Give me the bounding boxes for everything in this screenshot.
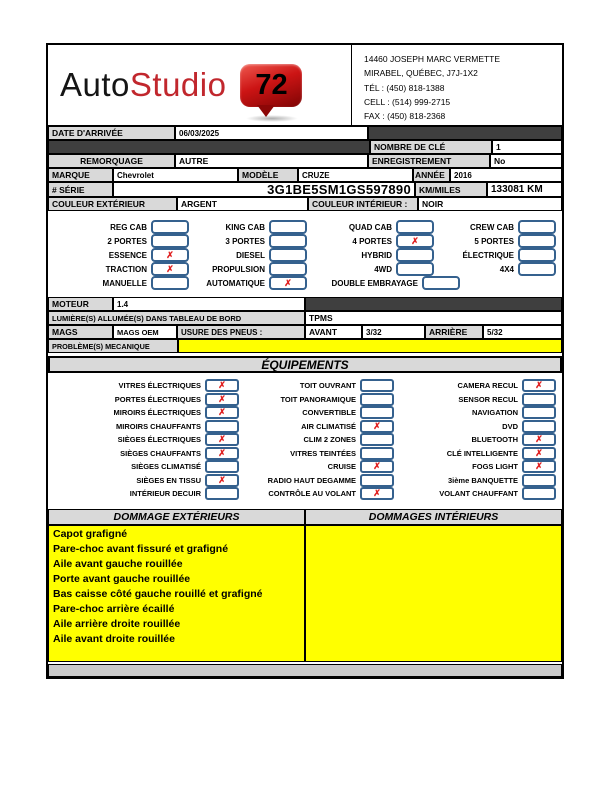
option-label: SIÈGES EN TISSU <box>136 475 201 485</box>
x-mark: ✗ <box>411 235 419 246</box>
hybrid-checkbox[interactable] <box>396 248 434 262</box>
row-problemes-mecanique <box>48 339 562 353</box>
option-row <box>440 234 562 248</box>
miroirs-chauffants-checkbox[interactable] <box>205 420 239 433</box>
option-row <box>48 474 245 488</box>
option-label: INTÉRIEUR DECUIR <box>129 489 201 499</box>
option-row <box>195 248 313 262</box>
option-label: SIÈGES CHAUFFANTS <box>120 448 201 458</box>
option-label: AIR CLIMATISÉ <box>301 421 356 431</box>
interieur-de-cuir-checkbox[interactable] <box>205 487 239 500</box>
x-mark: ✗ <box>535 380 543 391</box>
equipements-title: ÉQUIPEMENTS <box>48 356 562 373</box>
crew-cab-checkbox[interactable] <box>518 220 556 234</box>
option-label: TOIT OUVRANT <box>299 381 356 391</box>
dvd-checkbox[interactable] <box>522 420 556 433</box>
option-label: 4 PORTES <box>352 236 392 246</box>
option-label: CONTRÔLE AU VOLANT <box>268 489 356 499</box>
sensor-recul-checkbox[interactable] <box>522 393 556 406</box>
option-label: CLÉ INTELLIGENTE <box>446 448 518 458</box>
damage-line: Aile avant gauche rouillée <box>53 557 183 570</box>
usure-pneus-label: USURE DES PNEUS : <box>177 325 305 339</box>
option-row <box>48 420 245 434</box>
option-row <box>400 487 562 501</box>
annee-value[interactable]: 2016 <box>450 168 562 182</box>
option-label: ÉLECTRIQUE <box>462 250 514 260</box>
couleur-int-label: COULEUR INTÉRIEUR : <box>308 197 418 211</box>
king-cab-checkbox[interactable] <box>269 220 307 234</box>
x-mark: ✗ <box>284 277 292 288</box>
logo-text-studio: Studio <box>129 66 227 103</box>
option-label: MANUELLE <box>102 278 147 288</box>
option-label: AUTOMATIQUE <box>206 278 265 288</box>
form-header <box>48 45 562 126</box>
x-mark: ✗ <box>373 461 381 472</box>
damage-line: Pare-choc avant fissuré et grafigné <box>53 542 229 555</box>
lumieres-value[interactable]: TPMS <box>305 311 562 325</box>
enregistrement-value[interactable]: No <box>490 154 562 168</box>
navigation-checkbox[interactable] <box>522 406 556 419</box>
problemes-label: PROBLÈME(S) MECANIQUE <box>48 339 178 353</box>
option-row <box>440 248 562 262</box>
nombre-cle-label: NOMBRE DE CLÉ <box>370 140 492 154</box>
remorquage-value[interactable]: AUTRE <box>175 154 368 168</box>
option-row <box>195 234 313 248</box>
date-arrivee-label: DATE D'ARRIVÉE <box>48 126 175 140</box>
option-label: RADIO HAUT DEGAMME <box>267 475 356 485</box>
vehicle-inspection-form <box>46 43 564 679</box>
km-value[interactable]: 133081 KM <box>487 182 562 197</box>
clim-2-zones-checkbox[interactable] <box>360 433 394 446</box>
cell-line: CELL : (514) 999-2715 <box>364 96 451 107</box>
option-label: TOIT PANORAMIQUE <box>280 394 356 404</box>
toit-panoramique-checkbox[interactable] <box>360 393 394 406</box>
logo-wordmark <box>60 66 226 104</box>
row-moteur <box>48 297 562 311</box>
sieges-climatise-checkbox[interactable] <box>205 460 239 473</box>
option-row <box>48 487 245 501</box>
option-row <box>195 220 313 234</box>
row-lumieres <box>48 311 562 325</box>
option-label: SIÈGES ÉLECTRIQUES <box>117 435 201 445</box>
option-label: VITRES ÉLECTRIQUES <box>118 381 201 391</box>
electrique-checkbox[interactable] <box>518 248 556 262</box>
option-label: REG CAB <box>110 222 147 232</box>
couleur-int-value[interactable]: NOIR <box>418 197 562 211</box>
x-mark: ✗ <box>218 380 226 391</box>
automatique-checkbox[interactable] <box>269 276 307 290</box>
address-line: MIRABEL, QUÉBEC, J7J-1X2 <box>364 68 478 79</box>
row-nombre-cle <box>48 140 562 154</box>
phone-line: TÉL : (450) 818-1388 <box>364 82 445 93</box>
x-mark: ✗ <box>166 249 174 260</box>
option-label: 4X4 <box>499 264 514 274</box>
km-label: KM/MILES <box>415 182 487 197</box>
config-col-2 <box>195 220 313 290</box>
option-label: CREW CAB <box>470 222 514 232</box>
option-row <box>245 487 400 501</box>
option-label: QUAD CAB <box>348 222 392 232</box>
lumieres-label: LUMIÈRE(S) ALLUMÉE(S) DANS TABLEAU DE BORD <box>48 311 305 325</box>
damage-headers <box>48 509 562 525</box>
option-label: HYBRID <box>361 250 392 260</box>
filler-cell <box>48 140 370 154</box>
option-label: SENSOR RECUL <box>458 394 518 404</box>
option-label: 3ième BANQUETTE <box>447 475 518 485</box>
logo <box>48 45 352 125</box>
modele-value[interactable]: CRUZE <box>298 168 413 182</box>
couleur-ext-label: COULEUR EXTÉRIEUR <box>48 197 177 211</box>
option-label: 4WD <box>374 264 392 274</box>
quad-cab-checkbox[interactable] <box>396 220 434 234</box>
x-mark: ✗ <box>535 461 543 472</box>
option-label: MIROIRS CHAUFFANTS <box>116 421 201 431</box>
nombre-cle-value[interactable]: 1 <box>492 140 562 154</box>
option-row <box>48 234 195 248</box>
option-row <box>245 460 400 474</box>
option-row <box>313 262 440 276</box>
logo-badge-number: 72 <box>255 68 288 101</box>
option-row <box>245 447 400 461</box>
reg-cab-checkbox[interactable] <box>151 220 189 234</box>
damage-line: Aile arrière droite rouillée <box>53 617 181 630</box>
option-label: CLIM 2 ZONES <box>303 435 356 445</box>
x-mark: ✗ <box>218 447 226 458</box>
arriere-label: ARRIÈRE <box>425 325 483 339</box>
essence-checkbox[interactable] <box>151 248 189 262</box>
annee-label: ANNÉE <box>413 168 450 182</box>
option-label: MIROIRS ÉLECTRIQUES <box>113 408 201 418</box>
option-label: CONVERTIBLE <box>302 408 356 418</box>
propulsion-checkbox[interactable] <box>269 262 307 276</box>
option-row <box>313 234 440 248</box>
air-climatise-checkbox[interactable] <box>360 420 394 433</box>
filler-cell <box>305 297 562 311</box>
address-block <box>352 45 562 125</box>
sieges-electriques-checkbox[interactable] <box>205 433 239 446</box>
manuelle-checkbox[interactable] <box>151 276 189 290</box>
serie-value[interactable]: 3G1BE5SM1GS597890 <box>113 182 415 197</box>
mags-label: MAGS <box>48 325 113 339</box>
option-label: VOLANT CHAUFFANT <box>439 489 518 499</box>
option-label: 5 PORTES <box>474 236 514 246</box>
row-remorquage <box>48 154 562 168</box>
avant-value[interactable]: 3/32 <box>362 325 425 339</box>
option-row <box>245 379 400 393</box>
option-row <box>48 262 195 276</box>
fax-line: FAX : (450) 818-2368 <box>364 111 446 122</box>
option-row <box>245 474 400 488</box>
row-couleur <box>48 197 562 211</box>
config-options-section <box>48 215 562 293</box>
option-label: 2 PORTES <box>107 236 147 246</box>
logo-text-auto: Auto <box>60 66 130 103</box>
damage-line: Porte avant gauche rouillée <box>53 572 191 585</box>
x-mark: ✗ <box>535 434 543 445</box>
camera-recul-checkbox[interactable] <box>522 379 556 392</box>
volant-chauffant-checkbox[interactable] <box>522 487 556 500</box>
convertible-checkbox[interactable] <box>360 406 394 419</box>
marque-value[interactable]: Chevrolet <box>113 168 238 182</box>
equip-col-1 <box>48 379 245 501</box>
cruise-checkbox[interactable] <box>360 460 394 473</box>
option-row <box>48 460 245 474</box>
arriere-value[interactable]: 5/32 <box>483 325 562 339</box>
option-label: ESSENCE <box>108 250 147 260</box>
moteur-label: MOTEUR <box>48 297 113 311</box>
option-label: PROPULSION <box>212 264 265 274</box>
x-mark: ✗ <box>218 434 226 445</box>
toit-ouvrant-checkbox[interactable] <box>360 379 394 392</box>
equipements-section <box>48 373 562 505</box>
option-row <box>48 393 245 407</box>
problemes-value[interactable] <box>178 339 562 353</box>
serie-label: # SÉRIE <box>48 182 113 197</box>
option-label: SIÈGES CLIMATISÉ <box>131 462 201 472</box>
row-mags-pneus <box>48 325 562 339</box>
option-row <box>195 262 313 276</box>
x-mark: ✗ <box>218 393 226 404</box>
option-row <box>313 248 440 262</box>
vitres-teintees-checkbox[interactable] <box>360 447 394 460</box>
3-portes-checkbox[interactable] <box>269 234 307 248</box>
option-row <box>400 393 562 407</box>
option-row <box>245 433 400 447</box>
dommage-exterieurs-notes[interactable] <box>48 525 305 662</box>
option-row <box>48 379 245 393</box>
remorquage-label: REMORQUAGE <box>48 154 175 168</box>
bottom-bar <box>48 664 562 677</box>
option-row <box>313 220 440 234</box>
option-label: VITRES TEINTÉES <box>290 448 356 458</box>
config-col-4 <box>440 220 562 290</box>
damage-line: Aile avant droite rouillée <box>53 632 175 645</box>
enregistrement-label: ENREGISTREMENT <box>368 154 490 168</box>
option-row <box>48 447 245 461</box>
option-row <box>400 474 562 488</box>
row-serie <box>48 182 562 197</box>
config-col-3 <box>313 220 440 290</box>
vitres-electriques-checkbox[interactable] <box>205 379 239 392</box>
radio-haut-de-gamme-checkbox[interactable] <box>360 474 394 487</box>
option-row <box>400 460 562 474</box>
row-marque <box>48 168 562 182</box>
option-row <box>400 433 562 447</box>
damage-line: Capot grafigné <box>53 527 128 540</box>
option-row <box>440 262 562 276</box>
miroirs-electriques-checkbox[interactable] <box>205 406 239 419</box>
sieges-chauffants-checkbox[interactable] <box>205 447 239 460</box>
dommages-interieurs-title: DOMMAGES INTÉRIEURS <box>305 509 562 525</box>
option-label: KING CAB <box>225 222 265 232</box>
option-label: 3 PORTES <box>225 236 265 246</box>
date-arrivee-value[interactable]: 06/03/2025 <box>175 126 368 140</box>
marque-label: MARQUE <box>48 168 113 182</box>
moteur-value[interactable]: 1.4 <box>113 297 305 311</box>
option-label: BLUETOOTH <box>471 435 518 445</box>
dommage-exterieurs-title: DOMMAGE EXTÉRIEURS <box>48 509 305 525</box>
controle-au-volant-checkbox[interactable] <box>360 487 394 500</box>
option-row <box>245 393 400 407</box>
option-row <box>48 220 195 234</box>
option-row <box>195 276 313 290</box>
4wd-checkbox[interactable] <box>396 262 434 276</box>
3ieme-banquette-checkbox[interactable] <box>522 474 556 487</box>
option-row <box>48 433 245 447</box>
couleur-ext-value[interactable]: ARGENT <box>177 197 308 211</box>
option-row <box>48 248 195 262</box>
option-row <box>48 406 245 420</box>
option-row <box>400 406 562 420</box>
option-label: NAVIGATION <box>472 408 518 418</box>
x-mark: ✗ <box>373 420 381 431</box>
diesel-checkbox[interactable] <box>269 248 307 262</box>
option-label: CAMERA RECUL <box>457 381 518 391</box>
row-date-arrivee <box>48 126 562 140</box>
dommages-interieurs-notes[interactable] <box>305 525 562 662</box>
option-row <box>245 420 400 434</box>
option-label: PORTES ÉLECTRIQUES <box>114 394 201 404</box>
modele-label: MODÈLE <box>238 168 298 182</box>
x-mark: ✗ <box>373 488 381 499</box>
equip-col-3 <box>400 379 562 501</box>
5-portes-checkbox[interactable] <box>518 234 556 248</box>
address-line: 14460 JOSEPH MARC VERMETTE <box>364 54 501 64</box>
option-row <box>400 379 562 393</box>
avant-label: AVANT <box>305 325 362 339</box>
4-portes-checkbox[interactable] <box>396 234 434 248</box>
option-row <box>400 420 562 434</box>
damage-line: Pare-choc arrière écaillé <box>53 602 175 615</box>
option-label: TRACTION <box>105 264 147 274</box>
option-row <box>440 220 562 234</box>
sieges-en-tissu-checkbox[interactable] <box>205 474 239 487</box>
x-mark: ✗ <box>218 474 226 485</box>
traction-checkbox[interactable] <box>151 262 189 276</box>
bluetooth-checkbox[interactable] <box>522 433 556 446</box>
damage-line: Bas caisse côté gauche rouillé et grafigné <box>53 587 263 600</box>
cle-intelligente-checkbox[interactable] <box>522 447 556 460</box>
option-label: DIESEL <box>236 250 265 260</box>
portes-electriques-checkbox[interactable] <box>205 393 239 406</box>
x-mark: ✗ <box>166 263 174 274</box>
option-label: FOGS LIGHT <box>472 462 518 472</box>
filler-cell <box>368 126 562 140</box>
option-row <box>245 406 400 420</box>
fogs-light-checkbox[interactable] <box>522 460 556 473</box>
x-mark: ✗ <box>218 407 226 418</box>
equip-col-2 <box>245 379 400 501</box>
option-row <box>48 276 195 290</box>
damage-body <box>48 525 562 662</box>
option-label: CRUISE <box>327 462 356 472</box>
config-col-1 <box>48 220 195 290</box>
mags-value[interactable]: MAGS OEM <box>113 325 177 339</box>
option-label: DVD <box>502 421 518 431</box>
option-row <box>400 447 562 461</box>
option-label: DOUBLE EMBRAYAGE <box>331 278 418 288</box>
logo-badge-72 <box>240 64 302 107</box>
2-portes-checkbox[interactable] <box>151 234 189 248</box>
4x4-checkbox[interactable] <box>518 262 556 276</box>
badge-shadow <box>246 115 298 122</box>
x-mark: ✗ <box>535 447 543 458</box>
